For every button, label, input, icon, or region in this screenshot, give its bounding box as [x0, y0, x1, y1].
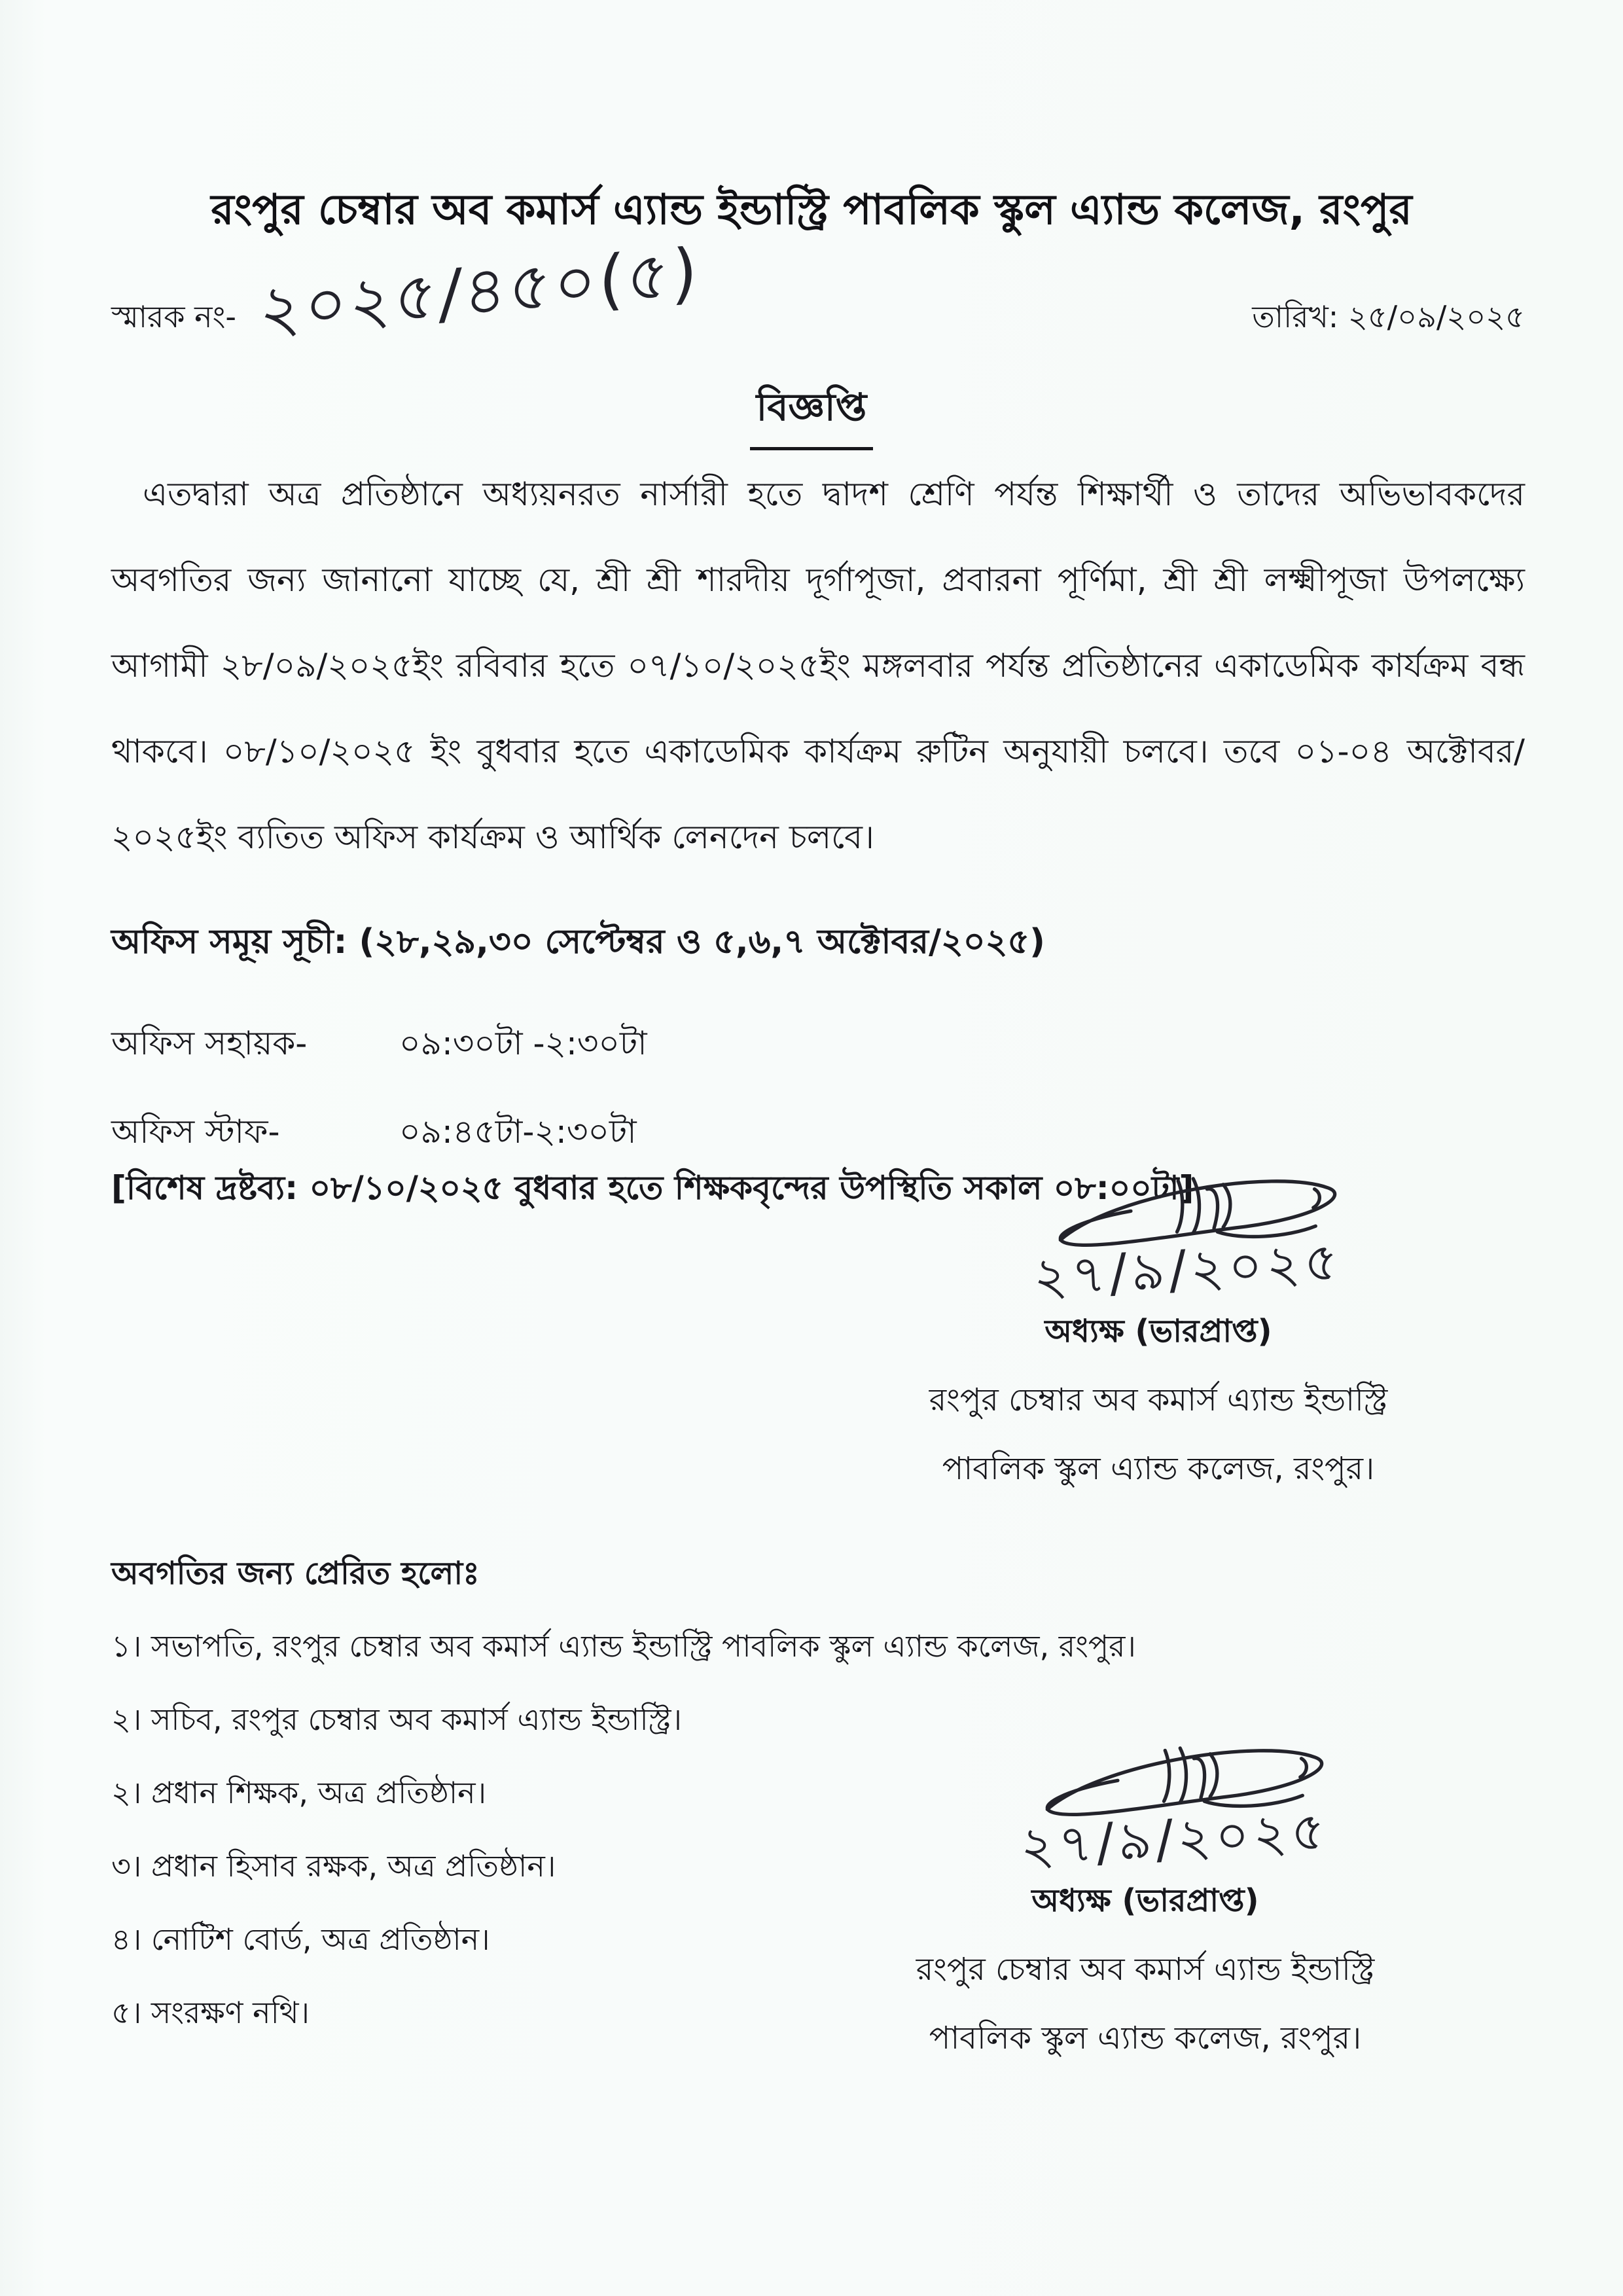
- schedule-row: [111, 1019, 1525, 1073]
- schedule-role: অফিস স্টাফ-: [111, 1113, 280, 1151]
- signatory-designation: অধ্যক্ষ (ভারপ্রাপ্ত): [1044, 1313, 1272, 1350]
- office-schedule-section: [111, 915, 1525, 1162]
- memo-number-group: [111, 233, 701, 370]
- distribution-item: ২। প্রধান শিক্ষক, অত্র প্রতিষ্ঠান।: [111, 1775, 487, 1810]
- distribution-item: ১। সভাপতি, রংপুর চেম্বার অব কমার্স এ্যান্ড ইন্ডাস্ট্রি পাবলিক স্কুল এ্যান্ড কলেজ, রংপুর।: [111, 1628, 1136, 1664]
- distribution-item: ৫। সংরক্ষণ নথি।: [111, 1995, 310, 2030]
- signature-block-top: [877, 1164, 1440, 1497]
- signature-date-handwritten: ২৭/৯/২০২৫: [1031, 1230, 1344, 1308]
- notice-heading-row: [0, 378, 1623, 450]
- signature-date-handwritten: ২৭/৯/২০২৫: [1018, 1800, 1330, 1877]
- signatory-org-line1: রংপুর চেম্বার অব কমার্স এ্যান্ড ইন্ডাস্ট্রি: [916, 1951, 1375, 1988]
- distribution-item: ৩। প্রধান হিসাব রক্ষক, অত্র প্রতিষ্ঠান।: [111, 1848, 556, 1884]
- memo-number-handwritten: ২০২৫/৪৫০(৫): [259, 233, 701, 349]
- schedule-role: অফিস সহায়ক-: [111, 1024, 308, 1062]
- distribution-heading: অবগতির জন্য প্রেরিত হলোঃ: [111, 1555, 480, 1592]
- distribution-item: ২। সচিব, রংপুর চেম্বার অব কমার্স এ্যান্ড ইন্ডাস্ট্রি।: [111, 1702, 682, 1737]
- signatory-designation: অধ্যক্ষ (ভারপ্রাপ্ত): [1031, 1882, 1259, 1919]
- notice-heading: বিজ্ঞপ্তি: [750, 378, 874, 450]
- page-title: রংপুর চেম্বার অব কমার্স এ্যান্ড ইন্ডাস্ট্রি পাবলিক স্কুল এ্যান্ড কলেজ, রংপুর: [211, 186, 1412, 234]
- schedule-row: [111, 1107, 1525, 1162]
- distribution-item: ৪। নোটিশ বোর্ড, অত্র প্রতিষ্ঠান।: [111, 1922, 490, 1957]
- body-paragraph: এতদ্বারা অত্র প্রতিষ্ঠানে অধ্যয়নরত নার্সারী হতে দ্বাদশ শ্রেণি পর্যন্ত শিক্ষার্থী ও তাদের অভিভাবকদের অবগতির জন্য জানানো যাচ্ছে যে, শ্রী শ্রী শারদীয় দূর্গাপূজা, প্রবারনা পূর্ণিমা, শ্রী শ্রী লক্ষ্মীপূজা উপলক্ষ্যে আগামী ২৮/০৯/২০২৫ইং রবিবার হতে ০৭/১০/২০২৫ইং মঙ্গলবার পর্যন্ত প্রতিষ্ঠানের একাডেমিক কার্যক্রম বন্ধ থাকবে। ০৮/১০/২০২৫ ইং বুধবার হতে একাডেমিক কার্যক্রম রুটিন অনুযায়ী চলবে। তবে ০১-০৪ অক্টোবর/২০২৫ইং ব্যতিত অফিস কার্যক্রম ও আর্থিক লেনদেন চলবে।: [111, 475, 1525, 856]
- memo-row: [111, 233, 1525, 370]
- schedule-time: ০৯:৩০টা -২:৩০টা: [399, 1024, 647, 1062]
- memo-number-label: স্মারক নং-: [111, 299, 236, 334]
- office-schedule-heading: অফিস সমূয় সূচী: (২৮,২৯,৩০ সেপ্টেম্বর ও ৫,৬,৭ অক্টোবর/২০২৫): [111, 922, 1045, 961]
- signatory-org-line2: পাবলিক স্কুল এ্যান্ড কলেজ, রংপুর।: [929, 2020, 1362, 2056]
- special-note: [বিশেষ দ্রষ্টব্য: ০৮/১০/২০২৫ বুধবার হতে শিক্ষকবৃন্দের উপস্থিতি সকাল ০৮:০০টা]: [111, 1169, 1194, 1207]
- date-label: তারিখ: ২৫/০৯/২০২৫: [1252, 299, 1525, 334]
- signatory-org-line2: পাবলিক স্কুল এ্যান্ড কলেজ, রংপুর।: [942, 1450, 1375, 1487]
- signature-block-bottom: [864, 1733, 1427, 2066]
- schedule-time: ০৯:৪৫টা-২:৩০টা: [399, 1113, 637, 1151]
- signatory-org-line1: রংপুর চেম্বার অব কমার্স এ্যান্ড ইন্ডাস্ট্রি: [929, 1382, 1388, 1418]
